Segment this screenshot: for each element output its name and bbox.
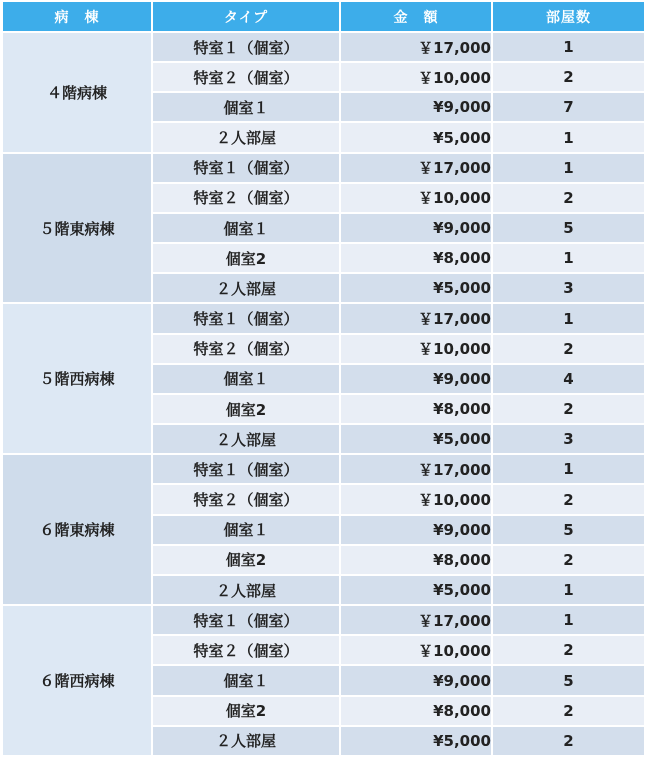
- room-type-cell: ２人部屋: [153, 425, 341, 455]
- room-type-cell: 特室１（個室）: [153, 606, 341, 636]
- room-type-cell: 個室１: [153, 666, 341, 696]
- room-count-cell: 1: [493, 154, 644, 184]
- room-type-cell: 個室2: [153, 546, 341, 576]
- price-cell: ￥10,000: [341, 636, 493, 666]
- price-cell: ￥10,000: [341, 335, 493, 365]
- room-fee-table: [3, 2, 644, 757]
- room-count-cell: 1: [493, 244, 644, 274]
- room-count-cell: 1: [493, 33, 644, 63]
- price-cell: ¥9,000: [341, 93, 493, 123]
- room-count-cell: 2: [493, 485, 644, 515]
- room-count-cell: 7: [493, 93, 644, 123]
- room-type-cell: 個室１: [153, 516, 341, 546]
- table-header: [3, 2, 644, 33]
- price-cell: ¥8,000: [341, 395, 493, 425]
- room-type-cell: 個室１: [153, 214, 341, 244]
- ward-name-cell: ５階東病棟: [3, 154, 153, 305]
- ward-group: [3, 33, 644, 154]
- room-count-cell: 2: [493, 63, 644, 93]
- price-cell: ¥8,000: [341, 697, 493, 727]
- price-cell: ¥8,000: [341, 244, 493, 274]
- price-cell: ¥5,000: [341, 576, 493, 606]
- room-type-cell: 特室１（個室）: [153, 33, 341, 63]
- room-count-cell: 5: [493, 666, 644, 696]
- room-count-cell: 2: [493, 335, 644, 365]
- ward-group: [3, 304, 644, 455]
- room-count-cell: 3: [493, 425, 644, 455]
- ward-group: [3, 606, 644, 757]
- room-type-cell: 個室2: [153, 697, 341, 727]
- room-type-cell: 特室２（個室）: [153, 184, 341, 214]
- room-count-cell: 5: [493, 516, 644, 546]
- ward-group: [3, 455, 644, 606]
- room-count-cell: 2: [493, 184, 644, 214]
- price-cell: ￥17,000: [341, 154, 493, 184]
- room-type-cell: 個室2: [153, 395, 341, 425]
- room-count-cell: 1: [493, 455, 644, 485]
- room-type-cell: ２人部屋: [153, 274, 341, 304]
- price-cell: ¥5,000: [341, 727, 493, 757]
- header-price: 金 額: [341, 2, 493, 33]
- price-cell: ￥10,000: [341, 63, 493, 93]
- room-type-cell: 特室２（個室）: [153, 63, 341, 93]
- price-cell: ￥17,000: [341, 606, 493, 636]
- room-type-cell: ２人部屋: [153, 123, 341, 153]
- room-type-cell: ２人部屋: [153, 727, 341, 757]
- header-type: タイプ: [153, 2, 341, 33]
- ward-name-cell: ５階西病棟: [3, 304, 153, 455]
- header-row: [3, 2, 644, 33]
- room-count-cell: 1: [493, 123, 644, 153]
- ward-name-cell: ６階西病棟: [3, 606, 153, 757]
- price-cell: ¥9,000: [341, 214, 493, 244]
- price-cell: ￥17,000: [341, 304, 493, 334]
- price-cell: ¥5,000: [341, 274, 493, 304]
- room-type-cell: 特室２（個室）: [153, 485, 341, 515]
- room-type-cell: 特室２（個室）: [153, 636, 341, 666]
- price-cell: ￥17,000: [341, 455, 493, 485]
- table-row: [3, 154, 644, 184]
- room-type-cell: 特室２（個室）: [153, 335, 341, 365]
- room-count-cell: 5: [493, 214, 644, 244]
- room-type-cell: 個室１: [153, 93, 341, 123]
- room-count-cell: 2: [493, 727, 644, 757]
- table-row: [3, 33, 644, 63]
- header-ward: 病 棟: [3, 2, 153, 33]
- room-type-cell: 個室2: [153, 244, 341, 274]
- room-type-cell: 特室１（個室）: [153, 154, 341, 184]
- price-cell: ￥10,000: [341, 485, 493, 515]
- ward-name-cell: ６階東病棟: [3, 455, 153, 606]
- price-cell: ￥17,000: [341, 33, 493, 63]
- room-count-cell: 1: [493, 606, 644, 636]
- room-count-cell: 2: [493, 697, 644, 727]
- price-cell: ¥9,000: [341, 666, 493, 696]
- price-cell: ¥9,000: [341, 365, 493, 395]
- price-cell: ￥10,000: [341, 184, 493, 214]
- room-type-cell: 特室１（個室）: [153, 304, 341, 334]
- room-type-cell: 特室１（個室）: [153, 455, 341, 485]
- room-count-cell: 2: [493, 546, 644, 576]
- room-type-cell: ２人部屋: [153, 576, 341, 606]
- price-cell: ¥9,000: [341, 516, 493, 546]
- room-count-cell: 2: [493, 636, 644, 666]
- table-row: [3, 455, 644, 485]
- header-rooms: 部屋数: [493, 2, 644, 33]
- room-count-cell: 1: [493, 576, 644, 606]
- room-type-cell: 個室１: [153, 365, 341, 395]
- room-count-cell: 3: [493, 274, 644, 304]
- price-cell: ¥5,000: [341, 425, 493, 455]
- price-cell: ¥8,000: [341, 546, 493, 576]
- ward-name-cell: ４階病棟: [3, 33, 153, 154]
- table-row: [3, 606, 644, 636]
- room-count-cell: 2: [493, 395, 644, 425]
- ward-group: [3, 154, 644, 305]
- table-row: [3, 304, 644, 334]
- room-count-cell: 4: [493, 365, 644, 395]
- room-count-cell: 1: [493, 304, 644, 334]
- price-cell: ¥5,000: [341, 123, 493, 153]
